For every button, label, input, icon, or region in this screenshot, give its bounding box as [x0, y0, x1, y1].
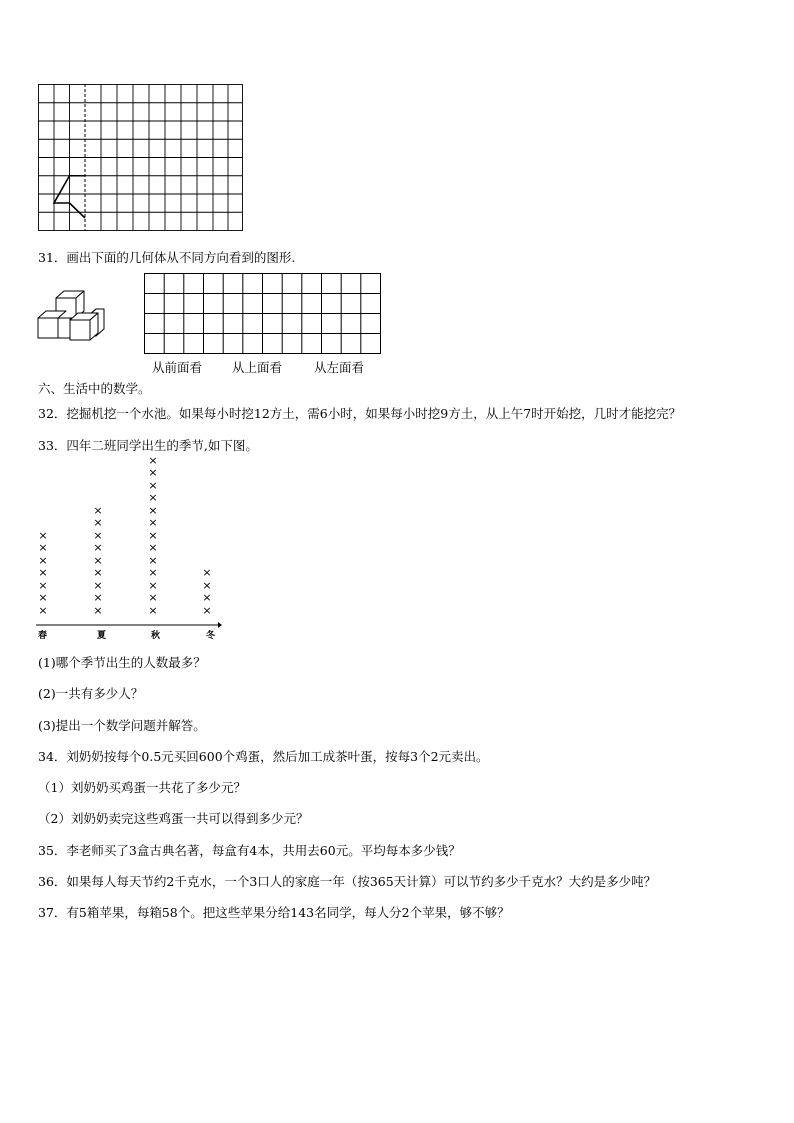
season-label-spring: 春 — [38, 631, 48, 641]
symmetry-grid — [38, 84, 244, 232]
pictograph-mark: × — [93, 578, 103, 592]
question-37: 37．有5箱苹果，每箱58个。把这些苹果分给143名同学，每人分2个苹果，够不够？ — [38, 905, 510, 920]
question-34-sub-1: （1）刘奶奶买鸡蛋一共花了多少元？ — [38, 780, 246, 795]
pictograph-mark: × — [148, 603, 158, 617]
pictograph-mark: × — [93, 566, 103, 579]
pictograph-mark: × — [202, 578, 212, 592]
pictograph-mark: × — [202, 566, 212, 579]
pictograph-column-spring — [37, 530, 49, 618]
pictograph-mark: × — [38, 603, 48, 617]
pictograph-mark: × — [202, 591, 212, 604]
question-33-sub-1: (1)哪个季节出生的人数最多？ — [38, 655, 206, 670]
pictograph-mark: × — [202, 603, 212, 617]
pictograph-column-autumn — [147, 455, 159, 618]
pictograph-mark: × — [148, 528, 158, 542]
pictograph-mark: × — [38, 566, 48, 579]
view-label-front: 从前面看 — [152, 360, 203, 375]
pictograph-mark: × — [148, 516, 158, 529]
question-31: 31．画出下面的几何体从不同方向看到的图形. — [38, 250, 296, 265]
pictograph-mark: × — [93, 541, 103, 554]
pictograph-mark: × — [148, 453, 158, 467]
season-label-summer: 夏 — [97, 631, 107, 641]
pictograph-mark: × — [38, 541, 48, 554]
pictograph-mark: × — [148, 566, 158, 579]
chart-axis-svg — [36, 622, 222, 628]
pictograph-mark: × — [148, 466, 158, 479]
pictograph-mark: × — [93, 591, 103, 604]
pictograph-mark: × — [38, 553, 48, 567]
pictograph-column-winter — [201, 567, 213, 617]
pictograph-mark: × — [93, 528, 103, 542]
pictograph-mark: × — [38, 591, 48, 604]
pictograph-mark: × — [148, 553, 158, 567]
pictograph-mark: × — [148, 541, 158, 554]
pictograph-mark: × — [148, 491, 158, 504]
chart-axis-arrow — [218, 622, 222, 628]
cube-solid-figure — [36, 290, 108, 346]
views-answer-grid — [144, 273, 382, 355]
question-33-sub-3: (3)提出一个数学问题并解答。 — [38, 718, 206, 733]
question-34: 34．刘奶奶按每个0.5元买回600个鸡蛋，然后加工成茶叶蛋，按每3个2元卖出。 — [38, 749, 489, 764]
pictograph-mark: × — [93, 516, 103, 529]
section-6-title: 六、生活中的数学。 — [38, 381, 151, 396]
question-35: 35．李老师买了3盒古典名著，每盒有4本，共用去60元。平均每本多少钱？ — [38, 843, 461, 858]
question-33-sub-2: (2)一共有多少人？ — [38, 686, 144, 701]
question-32: 32．挖掘机挖一个水池。如果每小时挖12方土，需6小时，如果每小时挖9方土，从上午7时开始挖，几时才能挖完？ — [38, 406, 682, 421]
season-label-autumn: 秋 — [151, 631, 161, 641]
pictograph-mark: × — [38, 528, 48, 542]
view-label-top: 从上面看 — [232, 360, 283, 375]
pictograph-mark: × — [93, 553, 103, 567]
pictograph-mark: × — [38, 578, 48, 592]
view-label-left: 从左面看 — [314, 360, 365, 375]
pictograph-mark: × — [148, 503, 158, 517]
pictograph-column-summer — [92, 505, 104, 618]
pictograph-mark: × — [148, 478, 158, 492]
pictograph-mark: × — [148, 591, 158, 604]
season-label-winter: 冬 — [206, 631, 216, 641]
question-36: 36．如果每人每天节约2千克水，一个3口人的家庭一年（按365天计算）可以节约多少千克水？大约是多少吨？ — [38, 874, 657, 889]
pictograph-mark: × — [148, 578, 158, 592]
pictograph-mark: × — [93, 503, 103, 517]
question-34-sub-2: （2）刘奶奶卖完这些鸡蛋一共可以得到多少元？ — [38, 811, 309, 826]
pictograph-mark: × — [93, 603, 103, 617]
question-33: 33．四年二班同学出生的季节,如下图。 — [38, 438, 258, 453]
